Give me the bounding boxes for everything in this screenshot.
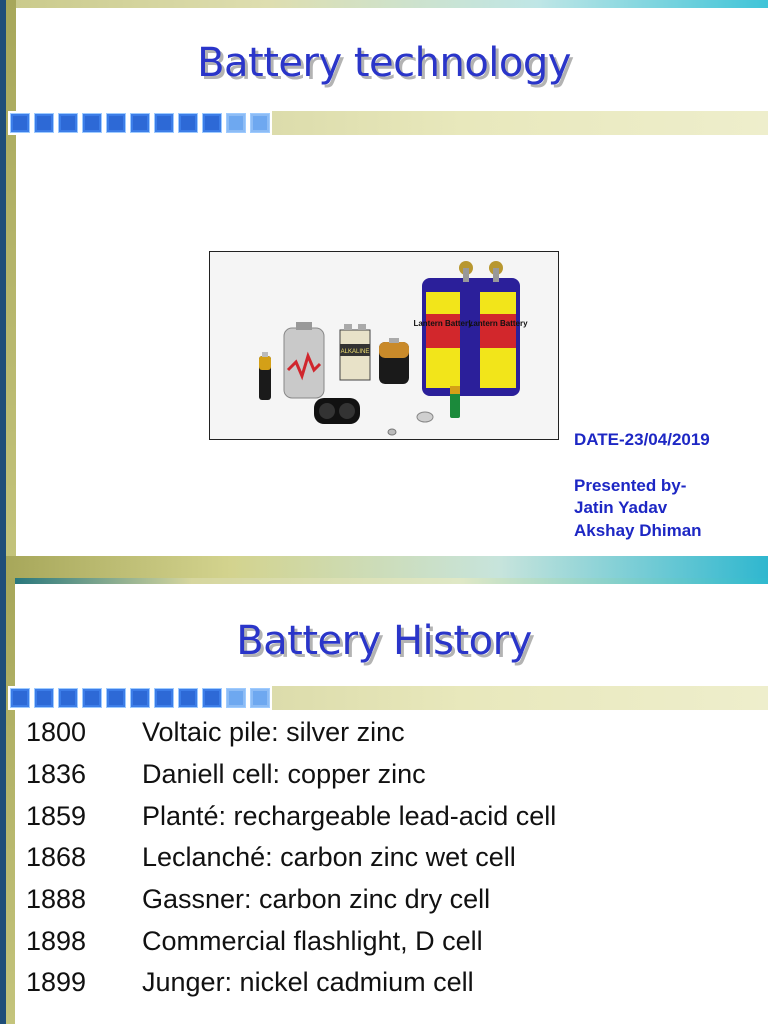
history-row [26, 795, 556, 837]
top-gradient-bar [0, 0, 768, 8]
battery-illustration [210, 252, 558, 439]
presentation-date: DATE-23/04/2019 [574, 430, 710, 449]
alkaline-label: ALKALINE [340, 349, 370, 355]
history-event: Daniell cell: copper zinc [142, 759, 426, 790]
bottom-gradient-bar [0, 556, 768, 578]
aaa-battery-icon [259, 352, 271, 400]
strip-square [82, 113, 102, 133]
strip-square [250, 113, 270, 133]
slide-history [0, 578, 768, 1024]
square-strip-squares [8, 111, 272, 135]
strip-square [82, 688, 102, 708]
history-row [26, 962, 556, 1004]
history-event: Junger: nickel cadmium cell [142, 967, 474, 998]
history-row [26, 920, 556, 962]
history-year: 1800 [26, 717, 87, 748]
strip-square [154, 688, 174, 708]
slide-title-heading: Battery technology [197, 40, 571, 86]
lantern-label-right: Lantern Battery [468, 319, 528, 328]
presenter-name: Jatin Yadav [574, 498, 668, 517]
history-year: 1888 [26, 884, 87, 915]
strip-square [106, 113, 126, 133]
lantern-label-left: Lantern Battery [413, 319, 473, 328]
strip-square [10, 688, 30, 708]
strip-square [250, 688, 270, 708]
strip-square [34, 113, 54, 133]
history-year: 1899 [26, 967, 87, 998]
square-strip [8, 686, 768, 710]
strip-square [130, 113, 150, 133]
copper-battery-icon [379, 338, 409, 384]
slide-title-heading: Battery History [236, 618, 532, 664]
square-strip [8, 111, 768, 135]
strip-square [154, 113, 174, 133]
strip-square [106, 688, 126, 708]
history-row [26, 712, 556, 754]
history-row [26, 879, 556, 921]
silver-battery-icon [284, 322, 324, 398]
camera-battery-icon [314, 398, 360, 424]
history-event: Leclanché: carbon zinc wet cell [142, 842, 516, 873]
history-row [26, 754, 556, 796]
strip-square [10, 113, 30, 133]
history-event: Voltaic pile: silver zinc [142, 717, 405, 748]
history-year: 1868 [26, 842, 87, 873]
square-strip-squares [8, 686, 272, 710]
strip-square [178, 113, 198, 133]
strip-square [202, 688, 222, 708]
strip-square [58, 113, 78, 133]
history-event: Planté: rechargeable lead-acid cell [142, 800, 557, 831]
strip-square [130, 688, 150, 708]
history-year: 1859 [26, 800, 87, 831]
battery-photo [209, 251, 559, 440]
strip-square [202, 113, 222, 133]
alkaline-9v-battery-icon [340, 324, 370, 380]
presented-by-label: Presented by- [574, 476, 687, 495]
strip-square [58, 688, 78, 708]
left-olive-bar [6, 0, 16, 578]
history-event: Commercial flashlight, D cell [142, 925, 483, 956]
top-gradient-bar [0, 578, 768, 584]
lantern-battery-icon [413, 261, 528, 396]
history-event: Gassner: carbon zinc dry cell [142, 884, 491, 915]
presenter-name: Akshay Dhiman [574, 521, 702, 540]
strip-square [226, 113, 246, 133]
strip-square [178, 688, 198, 708]
history-year: 1836 [26, 759, 87, 790]
strip-square [34, 688, 54, 708]
strip-square [226, 688, 246, 708]
history-row [26, 837, 556, 879]
history-year: 1898 [26, 925, 87, 956]
history-list [26, 712, 556, 1004]
